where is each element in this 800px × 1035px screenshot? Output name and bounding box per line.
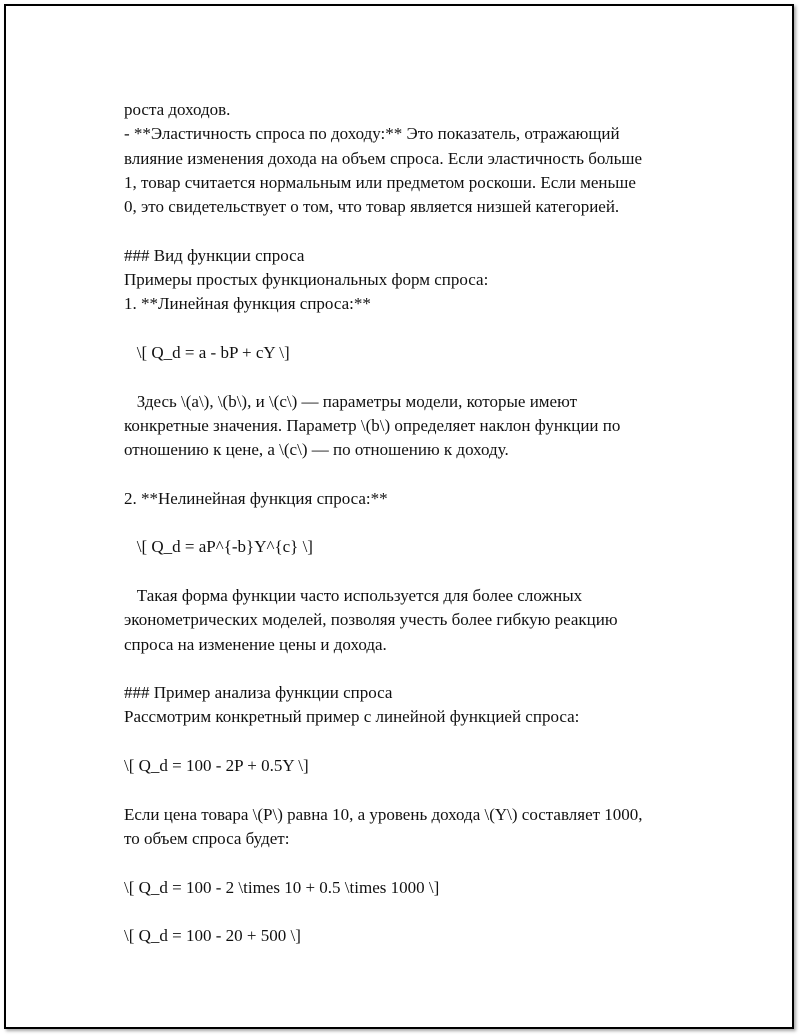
blank-line bbox=[124, 657, 724, 681]
text-line: то объем спроса будет: bbox=[124, 828, 290, 848]
formula-line: \[ Q_d = 100 - 2 \times 10 + 0.5 \times 1000 \] bbox=[124, 877, 440, 897]
blank-line bbox=[124, 511, 724, 535]
formula-line: \[ Q_d = 100 - 20 + 500 \] bbox=[124, 926, 301, 946]
text-line: Примеры простых функциональных форм спроса: bbox=[124, 270, 489, 290]
blank-line bbox=[124, 219, 724, 243]
formula-line: \[ Q_d = 100 - 2P + 0.5Y \] bbox=[124, 756, 309, 776]
text-line: спроса на изменение цены и дохода. bbox=[124, 634, 387, 654]
blank-line bbox=[124, 851, 724, 875]
text-line: Рассмотрим конкретный пример с линейной функцией спроса: bbox=[124, 707, 580, 727]
text-line: роста доходов. bbox=[124, 100, 231, 119]
text-line: 1, товар считается нормальным или предметом роскоши. Если меньше bbox=[124, 172, 636, 192]
list-item: 2. **Нелинейная функция спроса:** bbox=[124, 488, 388, 508]
document-text bbox=[124, 98, 724, 948]
blank-line bbox=[124, 560, 724, 584]
formula-line: \[ Q_d = a - bP + cY \] bbox=[124, 342, 290, 362]
blank-line bbox=[124, 365, 724, 389]
text-line: влияние изменения дохода на объем спроса. Если эластичность больше bbox=[124, 148, 643, 168]
formula-line: \[ Q_d = aP^{-b}Y^{c} \] bbox=[124, 537, 313, 557]
text-line: Если цена товара \(P\) равна 10, а уровень дохода \(Y\) составляет 1000, bbox=[124, 804, 643, 824]
text-line: Здесь \(a\), \(b\), и \(c\) — параметры модели, которые имеют bbox=[124, 391, 577, 411]
text-line: Такая форма функции часто используется для более сложных bbox=[124, 585, 583, 605]
list-item: 1. **Линейная функция спроса:** bbox=[124, 294, 371, 314]
page-frame bbox=[4, 4, 794, 1029]
text-line: отношению к цене, а \(c\) — по отношению к доходу. bbox=[124, 440, 509, 460]
section-heading: ### Вид функции спроса bbox=[124, 245, 305, 265]
blank-line bbox=[124, 730, 724, 754]
text-line: 0, это свидетельствует о том, что товар является низшей категорией. bbox=[124, 197, 620, 217]
text-line: - **Эластичность спроса по доходу:** Это показатель, отражающий bbox=[124, 124, 620, 144]
blank-line bbox=[124, 778, 724, 802]
blank-line bbox=[124, 900, 724, 924]
blank-line bbox=[124, 462, 724, 486]
blank-line bbox=[124, 317, 724, 341]
section-heading: ### Пример анализа функции спроса bbox=[124, 683, 393, 703]
text-line: конкретные значения. Параметр \(b\) определяет наклон функции по bbox=[124, 415, 621, 435]
text-line: эконометрических моделей, позволяя учесть более гибкую реакцию bbox=[124, 610, 618, 630]
